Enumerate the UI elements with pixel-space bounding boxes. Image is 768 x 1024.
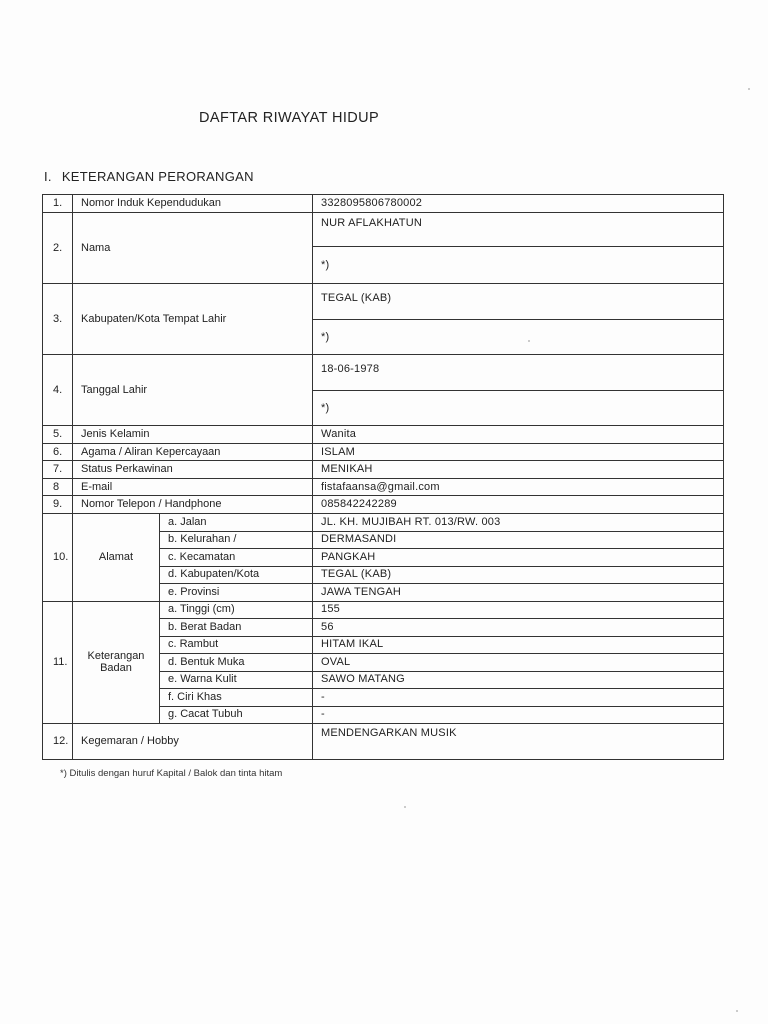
scan-speck [528, 340, 530, 342]
row-value: NUR AFLAKHATUN [313, 213, 724, 247]
row-note: *) [313, 247, 724, 284]
sub-value: JAWA TENGAH [313, 584, 724, 602]
scan-speck [736, 1010, 738, 1012]
scan-speck [404, 806, 406, 808]
row-value: TEGAL (KAB) [313, 284, 724, 320]
table-row [43, 461, 724, 479]
row-label: Alamat [73, 514, 160, 602]
row-number: 11. [43, 601, 73, 724]
sub-label: a. Jalan [160, 514, 313, 532]
sub-value: DERMASANDI [313, 531, 724, 549]
table-row [43, 284, 724, 320]
sub-label: d. Kabupaten/Kota [160, 566, 313, 584]
sub-value: SAWO MATANG [313, 671, 724, 689]
sub-value: HITAM IKAL [313, 636, 724, 654]
sub-value: TEGAL (KAB) [313, 566, 724, 584]
document-title: DAFTAR RIWAYAT HIDUP [199, 110, 380, 126]
row-label: E-mail [73, 479, 313, 496]
row-number: 4. [43, 355, 73, 426]
table-row [43, 213, 724, 247]
row-label: Tanggal Lahir [73, 355, 313, 426]
row-value: MENIKAH [313, 461, 724, 479]
row-value: fistafaansa@gmail.com [313, 479, 724, 496]
row-value: ISLAM [313, 444, 724, 461]
row-number: 8 [43, 479, 73, 496]
sub-label: a. Tinggi (cm) [160, 601, 313, 619]
row-number: 9. [43, 496, 73, 514]
sub-value: JL. KH. MUJIBAH RT. 013/RW. 003 [313, 514, 724, 532]
row-number: 6. [43, 444, 73, 461]
row-value: 3328095806780002 [313, 195, 724, 213]
row-label: Agama / Aliran Kepercayaan [73, 444, 313, 461]
table-row [43, 514, 724, 532]
row-number: 1. [43, 195, 73, 213]
row-value: 18-06-1978 [313, 355, 724, 391]
sub-value: - [313, 689, 724, 707]
sub-value: 56 [313, 619, 724, 637]
row-number: 10. [43, 514, 73, 602]
row-value: MENDENGARKAN MUSIK [313, 724, 724, 760]
row-number: 7. [43, 461, 73, 479]
row-note: *) [313, 391, 724, 426]
row-label: Nama [73, 213, 313, 284]
table-row [43, 444, 724, 461]
sub-label: c. Rambut [160, 636, 313, 654]
sub-label: d. Bentuk Muka [160, 654, 313, 672]
row-label: Kabupaten/Kota Tempat Lahir [73, 284, 313, 355]
sub-label: f. Ciri Khas [160, 689, 313, 707]
sub-label: e. Warna Kulit [160, 671, 313, 689]
row-note: *) [313, 320, 724, 355]
row-number: 3. [43, 284, 73, 355]
biodata-table [42, 194, 724, 760]
sub-label: c. Kecamatan [160, 549, 313, 567]
footnote: *) Ditulis dengan huruf Kapital / Balok dan tinta hitam [60, 768, 283, 779]
row-label: Nomor Induk Kependudukan [73, 195, 313, 213]
row-label: Jenis Kelamin [73, 426, 313, 444]
sub-value: OVAL [313, 654, 724, 672]
table-row [43, 426, 724, 444]
row-label: Status Perkawinan [73, 461, 313, 479]
row-label: Nomor Telepon / Handphone [73, 496, 313, 514]
sub-label: e. Provinsi [160, 584, 313, 602]
table-row [43, 355, 724, 391]
row-label: Kegemaran / Hobby [73, 724, 313, 760]
row-number: 5. [43, 426, 73, 444]
section-heading [44, 169, 254, 184]
section-title: KETERANGAN PERORANGAN [61, 169, 254, 184]
row-number: 2. [43, 213, 73, 284]
table-row [43, 724, 724, 760]
row-value: 085842242289 [313, 496, 724, 514]
sub-label: b. Berat Badan [160, 619, 313, 637]
table-row [43, 496, 724, 514]
row-number: 12. [43, 724, 73, 760]
sub-value: PANGKAH [313, 549, 724, 567]
table-row [43, 479, 724, 496]
row-label: Keterangan Badan [73, 601, 160, 724]
table-row [43, 601, 724, 619]
sub-label: g. Cacat Tubuh [160, 706, 313, 724]
table-row [43, 195, 724, 213]
sub-value: - [313, 706, 724, 724]
row-value: Wanita [313, 426, 724, 444]
sub-label: b. Kelurahan / [160, 531, 313, 549]
sub-value: 155 [313, 601, 724, 619]
section-number: I. [44, 169, 52, 184]
scan-speck [748, 88, 750, 90]
